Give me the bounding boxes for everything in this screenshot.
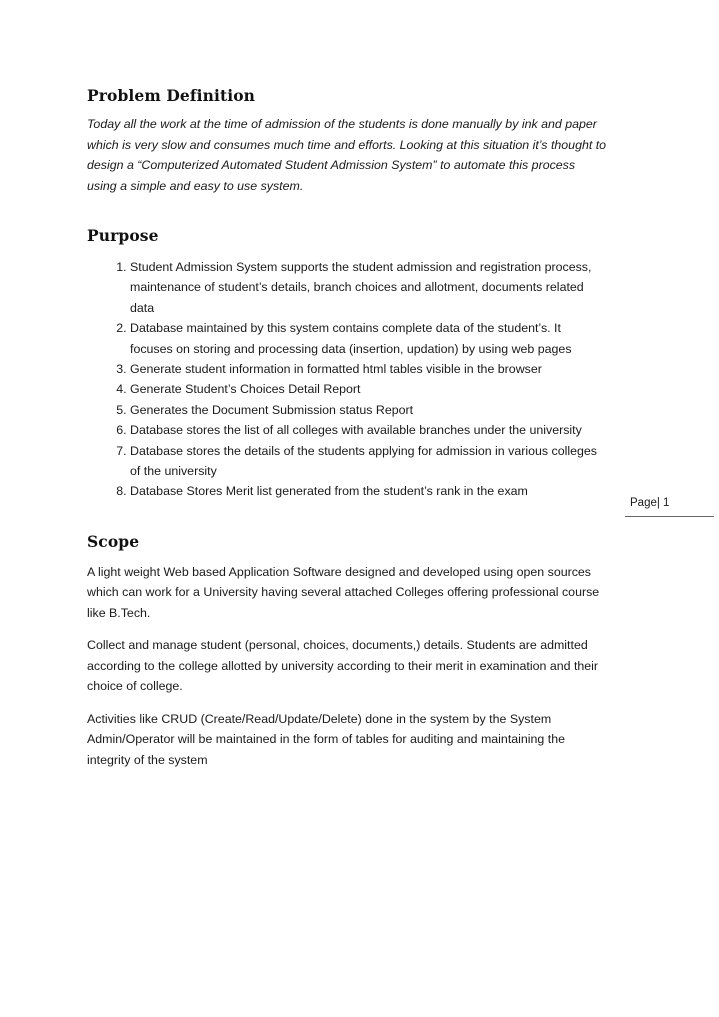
purpose-list-item: 8. Database Stores Merit list generated from the student’s rank in the exam	[130, 481, 607, 501]
purpose-list-item: 2. Database maintained by this system contains complete data of the student’s. It focuses on storing and processing data (insertion, updation) by using web pages	[130, 318, 607, 359]
purpose-list-item: 1. Student Admission System supports the student admission and registration process, maintenance of student’s details, branch choices and allotment, documents related data	[130, 257, 607, 318]
scope-paragraph: Collect and manage student (personal, choices, documents,) details. Students are admitted according to the college allotted by university according to their merit in examination and their choice of college.	[87, 638, 599, 694]
purpose-list-item: 4. Generate Student’s Choices Detail Report	[130, 379, 607, 399]
purpose-heading: Purpose	[87, 226, 159, 245]
page-number-rule	[625, 516, 714, 517]
problem-definition-paragraph: Today all the work at the time of admission of the students is done manually by ink and paper which is very slow and consumes much time and efforts. Looking at this situation it’s thought to design a “Computerized Automated Student Admission System” to automate this process using a simple and easy to use system.	[87, 117, 607, 193]
scope-heading: Scope	[87, 531, 140, 551]
page-content	[87, 86, 607, 770]
purpose-list-item: 6. Database stores the list of all colleges with available branches under the university	[130, 420, 607, 440]
problem-definition-heading: Problem Definition	[87, 86, 256, 105]
scope-paragraph: A light weight Web based Application Software designed and developed using open sources which can work for a University having several attached Colleges offering professional course like B.Tech.	[87, 564, 600, 620]
page-number: Page| 1	[630, 497, 670, 509]
purpose-list-item: 7. Database stores the details of the students applying for admission in various colleges of the university	[130, 441, 607, 482]
purpose-list	[87, 257, 607, 502]
purpose-list-item: 3. Generate student information in formatted html tables visible in the browser	[130, 359, 607, 379]
purpose-list-item: 5. Generates the Document Submission status Report	[130, 400, 607, 420]
scope-paragraph: Activities like CRUD (Create/Read/Update/Delete) done in the system by the System Admin/Operator will be maintained in the form of tables for auditing and maintaining the integrity of the system	[87, 711, 565, 767]
